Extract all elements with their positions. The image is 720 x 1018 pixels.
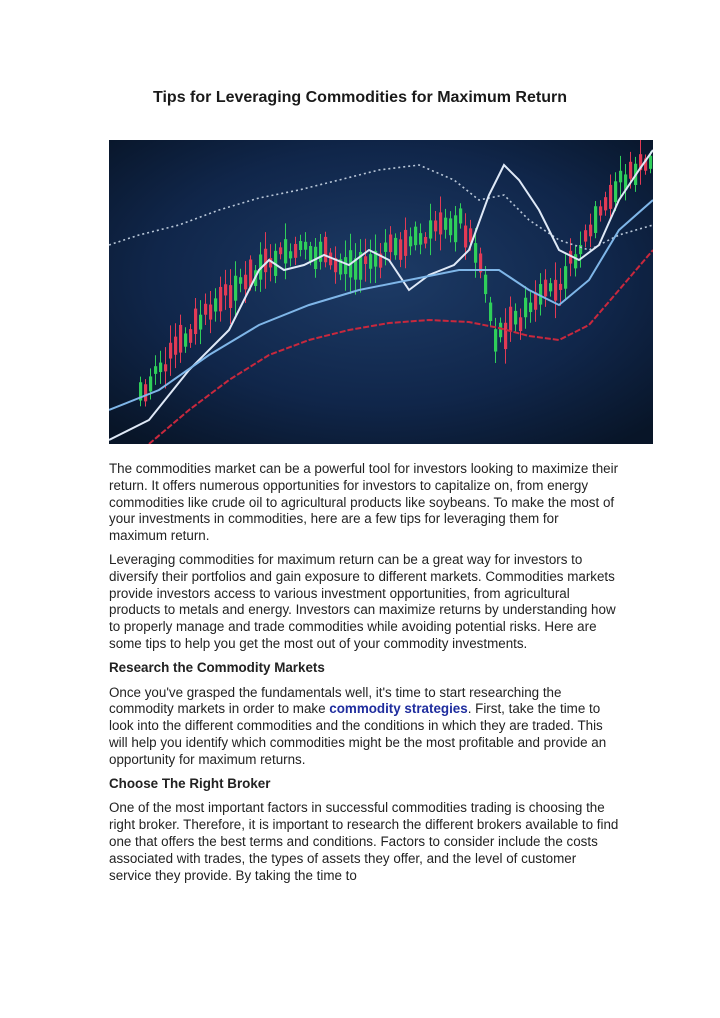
candle-body — [514, 311, 517, 325]
candle-body — [524, 298, 527, 318]
candle-body — [319, 242, 322, 262]
candle-body — [574, 254, 577, 268]
broker-paragraph: One of the most important factors in successful commodities trading is choosing the right broker. Therefore, it is important to research the different brokers available to find one that offers the best terms and conditions. Factors to consider include the costs associated with trades, the types of assets they offer, and the level of customer service they provide. By taking the time to — [109, 800, 619, 883]
candle-body — [494, 329, 497, 351]
candle-body — [454, 215, 457, 242]
intro-paragraph-1: The commodities market can be a powerful tool for investors looking to maximize their return. It offers numerous opportunities for investors to capitalize on, from energy commodities like crude oil to agricultural products like soybeans. To make the most of your investments in commodities, here are a few tips for leveraging them for maximum return. — [109, 461, 619, 544]
page-title: Tips for Leveraging Commodities for Maximum Return — [153, 89, 567, 106]
candle-body — [564, 266, 567, 289]
candle-body — [519, 317, 522, 331]
candle-body — [499, 323, 502, 337]
candle-body — [384, 243, 387, 252]
heading-broker: Choose The Right Broker — [109, 775, 271, 791]
candle-body — [604, 197, 607, 210]
candle-body — [179, 325, 182, 353]
candle-body — [304, 242, 307, 250]
candle-body — [619, 171, 622, 183]
candle-body — [489, 303, 492, 321]
candle-body — [244, 275, 247, 290]
heading-research: Research the Commodity Markets — [109, 659, 325, 675]
article-body — [109, 461, 619, 891]
candle-body — [474, 243, 477, 263]
candle-body — [184, 333, 187, 346]
candle-body — [409, 236, 412, 246]
candle-body — [284, 239, 287, 263]
candle-body — [559, 284, 562, 290]
candle-body — [504, 323, 507, 349]
candle-body — [154, 366, 157, 374]
candle-body — [649, 156, 652, 169]
candle-body — [529, 303, 532, 312]
candle-body — [209, 305, 212, 320]
candle-body — [174, 337, 177, 355]
research-text-after: . First, take the time to look into the different commodities and the conditions in which they are traded. This will help you identify which commodities might be the most profitable and provide an opportunity for maximum returns. — [109, 701, 607, 767]
candle-body — [419, 233, 422, 245]
candle-body — [309, 246, 312, 261]
candle-body — [194, 309, 197, 334]
candle-body — [594, 206, 597, 233]
candle-body — [234, 276, 237, 301]
candlestick-chart-graphic — [109, 140, 653, 444]
candle-body — [599, 206, 602, 215]
research-text-before: Once you've grasped the fundamentals well, it's time to start researching the commodity markets in order to make — [109, 684, 562, 717]
candle-body — [629, 162, 632, 179]
candle-body — [169, 343, 172, 359]
candle-body — [264, 249, 267, 272]
research-paragraph — [109, 685, 619, 769]
intro-paragraph-2: Leveraging commodities for maximum return can be a great way for investors to diversify their portfolios and gain exposure to different markets. Commodities markets provide investors access to various investment opportunities, from agricultural products to metals and energy. Investors can maximize returns by understanding how to properly manage and trade commodities while avoiding potential risks. Here are some tips to help you get the most out of your commodity investments. — [109, 551, 616, 651]
candle-body — [164, 364, 167, 371]
candle-body — [554, 280, 557, 301]
candle-body — [439, 212, 442, 234]
candle-body — [589, 225, 592, 237]
candle-body — [299, 241, 302, 250]
candle-body — [289, 251, 292, 258]
candle-body — [399, 239, 402, 259]
candle-body — [444, 218, 447, 230]
candle-body — [219, 287, 222, 311]
candle-body — [484, 275, 487, 294]
candle-body — [204, 304, 207, 315]
candle-body — [414, 227, 417, 246]
candle-body — [614, 181, 617, 202]
candle-body — [424, 237, 427, 244]
candle-body — [549, 283, 552, 291]
candle-body — [239, 277, 242, 284]
candle-body — [144, 384, 147, 401]
candle-body — [229, 285, 232, 308]
candle-body — [279, 247, 282, 254]
candle-body — [609, 185, 612, 209]
candle-body — [364, 256, 367, 264]
candlestick-chart-image — [109, 140, 653, 444]
candle-body — [544, 280, 547, 297]
candle-body — [459, 208, 462, 223]
candle-body — [389, 234, 392, 252]
candle-body — [344, 257, 347, 274]
candle-body — [294, 244, 297, 258]
candle-body — [324, 237, 327, 262]
candle-body — [584, 230, 587, 241]
candle-body — [199, 315, 202, 330]
chart-background — [109, 140, 653, 444]
candle-body — [159, 363, 162, 372]
candle-body — [464, 226, 467, 248]
candle-body — [404, 230, 407, 256]
candle-body — [429, 220, 432, 238]
candle-body — [369, 254, 372, 269]
candle-body — [394, 238, 397, 255]
candle-body — [189, 329, 192, 343]
candle-body — [509, 307, 512, 332]
candle-body — [449, 218, 452, 235]
commodity-strategies-link[interactable]: commodity strategies — [329, 701, 468, 717]
candle-body — [224, 284, 227, 295]
candle-body — [434, 220, 437, 231]
candle-body — [149, 376, 152, 391]
candle-body — [214, 298, 217, 311]
